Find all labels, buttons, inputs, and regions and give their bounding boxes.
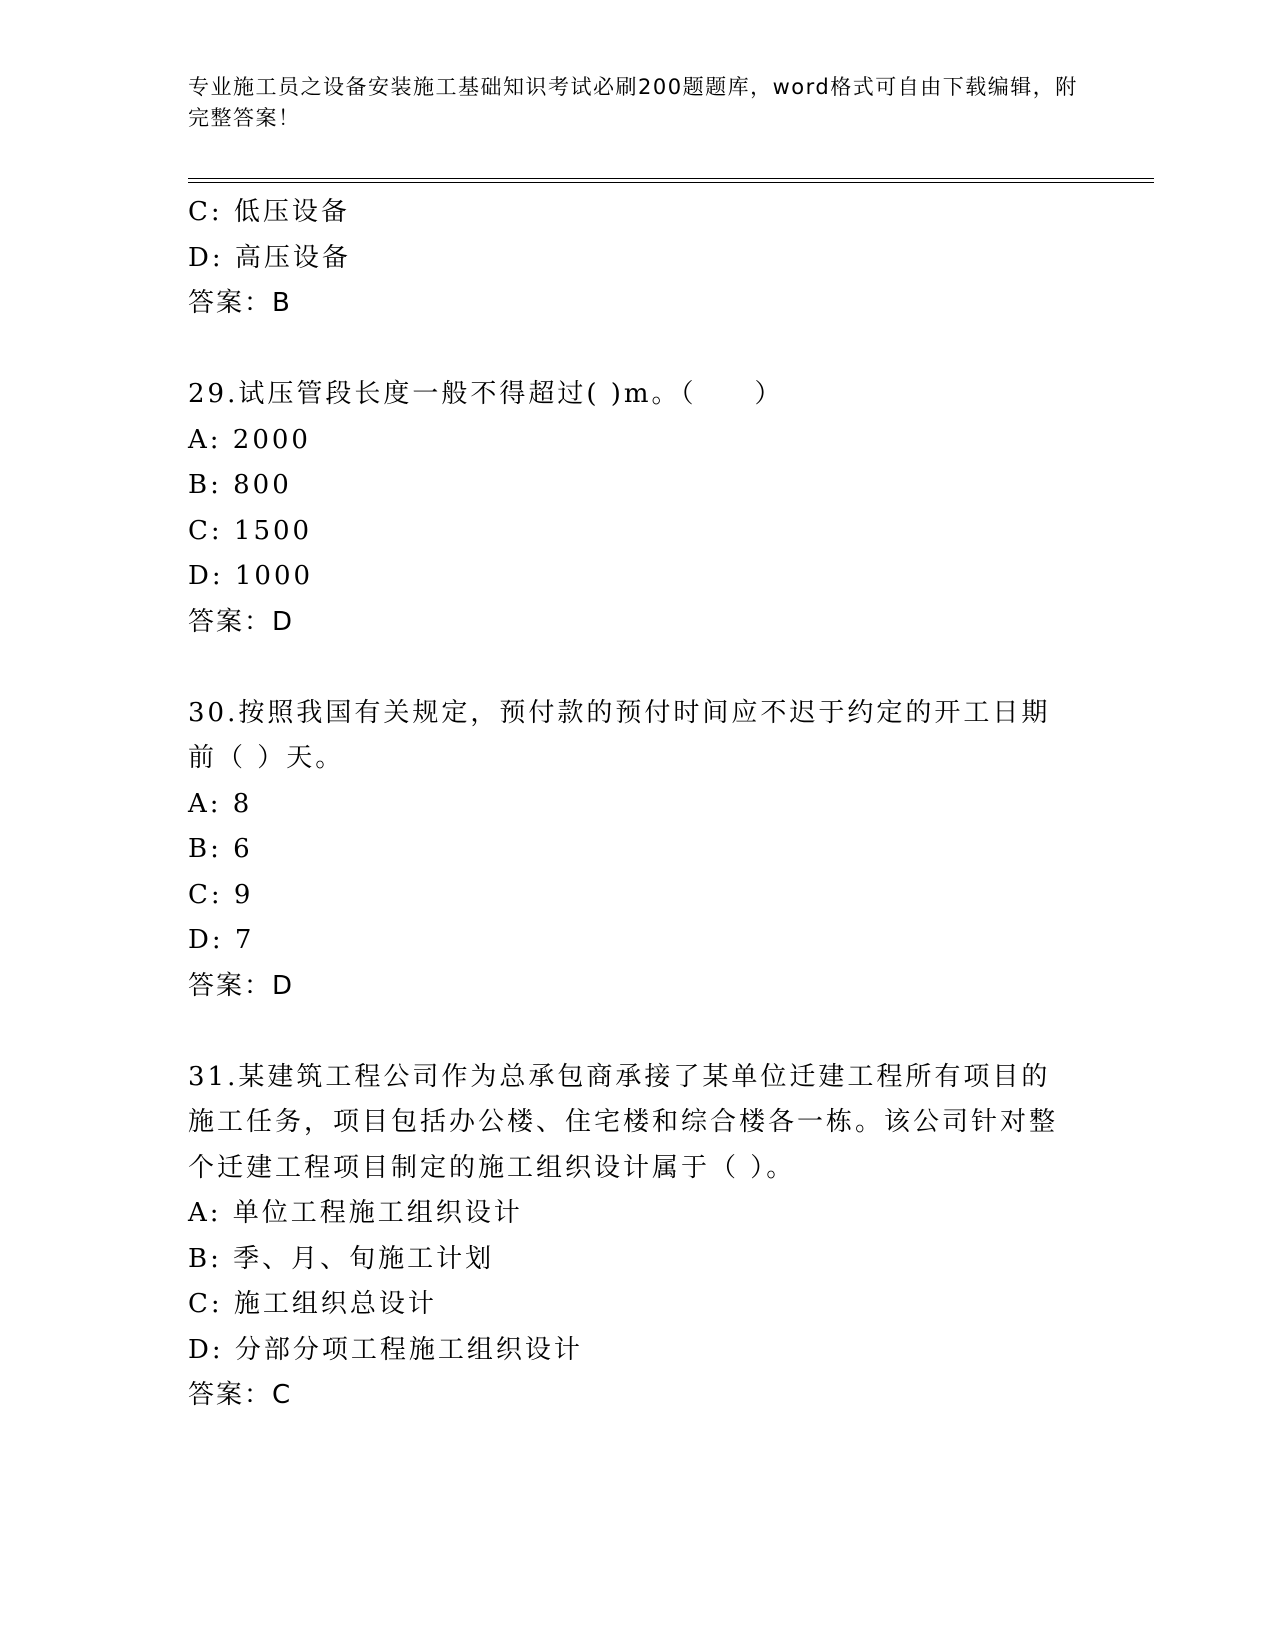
option-d: D: 高压设备 bbox=[188, 242, 351, 273]
answer-line: 答案：B bbox=[188, 288, 292, 318]
question-stem: 29.试压管段长度一般不得超过( )m。（ ） bbox=[188, 379, 784, 409]
option-d: D: 1000 bbox=[188, 561, 314, 591]
option-a: A: 2000 bbox=[188, 424, 311, 455]
option-c: C: 9 bbox=[188, 879, 254, 910]
option-a: A: 8 bbox=[188, 788, 253, 819]
option-c: C: 1500 bbox=[188, 515, 313, 546]
option-b: B: 800 bbox=[188, 470, 292, 500]
option-b: B: 季、月、旬施工计划 bbox=[188, 1243, 495, 1274]
option-d: D: 分部分项工程施工组织设计 bbox=[188, 1334, 583, 1365]
option-a: A: 单位工程施工组织设计 bbox=[188, 1198, 523, 1228]
option-c: C: 低压设备 bbox=[188, 197, 350, 227]
answer-line: 答案：D bbox=[188, 606, 295, 637]
option-c: C: 施工组织总设计 bbox=[188, 1289, 437, 1319]
answer-line: 答案：D bbox=[188, 970, 295, 1001]
option-b: B: 6 bbox=[188, 834, 253, 864]
answer-line: 答案：C bbox=[188, 1380, 293, 1410]
question-stem: 30.按照我国有关规定，预付款的预付时间应不迟于约定的开工日期前（ ）天。 bbox=[188, 697, 1051, 773]
question-stem: 31.某建筑工程公司作为总承包商承接了某单位迁建工程所有项目的施工任务，项目包括办公楼、住宅楼和综合楼各一栋。该公司针对整个迁建工程项目制定的施工组织设计属于（ ）。 bbox=[188, 1061, 1059, 1183]
header-rule-top bbox=[188, 178, 1154, 179]
document-header: 专业施工员之设备安装施工基础知识考试必刷200题题库，word格式可自由下载编辑，附完整答案！ bbox=[188, 75, 1078, 130]
header-rule-bottom bbox=[188, 182, 1154, 183]
question-content bbox=[188, 190, 1088, 1419]
option-d: D: 7 bbox=[188, 925, 255, 955]
